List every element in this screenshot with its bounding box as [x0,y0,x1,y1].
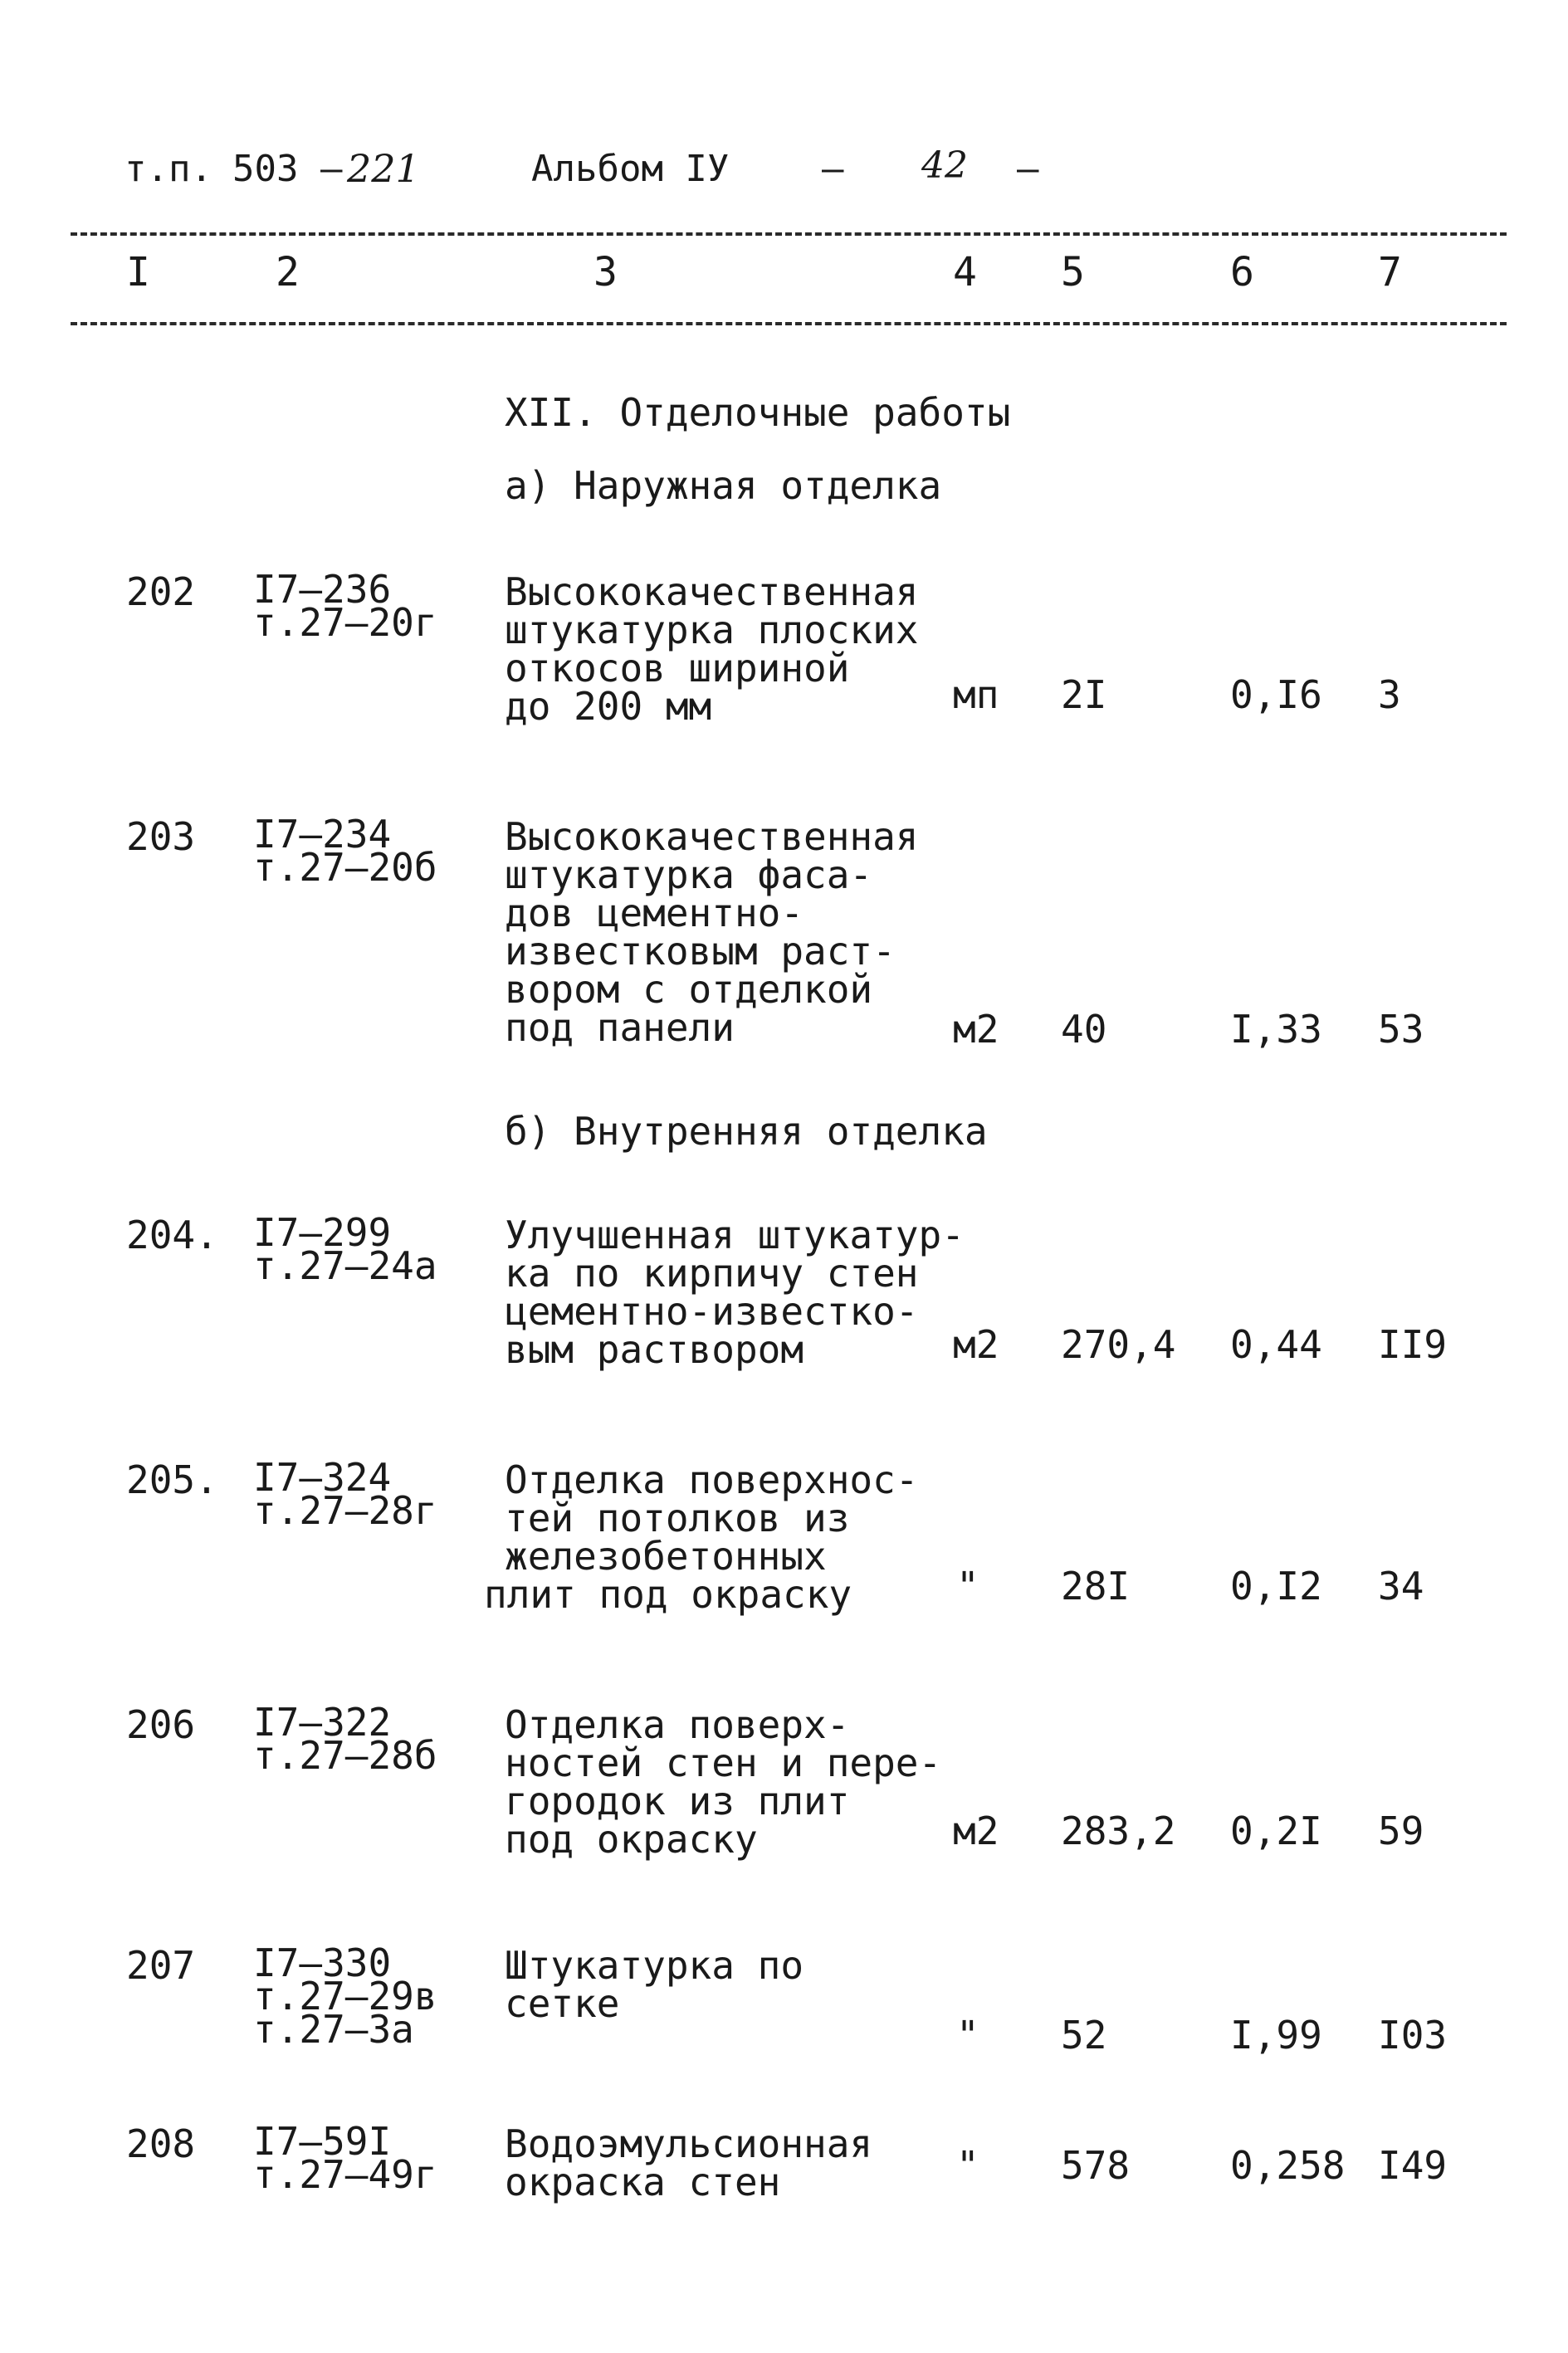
row-description [505,569,919,729]
row-codes [253,2119,437,2197]
row-description-line: под окраску [505,1817,758,1862]
row-description-line: вым раствором [505,1327,804,1372]
row-quantity: 270,4 [1061,1322,1176,1367]
row-number: 207 [126,1943,196,1988]
row-number: 202 [126,569,196,614]
row-norm: I,33 [1230,1007,1322,1052]
row-norm: I,99 [1230,2013,1322,2058]
row-codes [253,567,437,645]
row-code: I7–324 [253,1455,392,1500]
row-description-line: под панели [505,1005,735,1050]
row-description-line: Отделка поверх- [505,1702,850,1747]
row-description-line: вором с отделкой [505,967,873,1012]
header-page-number: 42 [921,144,968,187]
column-header-4: 4 [953,249,977,295]
row-number: 203 [126,814,196,859]
row-total: I03 [1378,2013,1448,2058]
row-description-line: железобетонных [505,1534,827,1579]
row-unit: м2 [953,1809,999,1853]
row-quantity: 283,2 [1061,1809,1176,1853]
row-code: I7–59I [253,2119,392,2164]
row-code: т.27–20г [253,600,437,645]
header-project-number-handwritten: 221 [347,146,420,191]
row-description [505,2121,873,2204]
row-code: т.27–24а [253,1243,437,1288]
row-description [505,1702,942,1862]
row-code: т.27–49г [253,2152,437,2197]
column-header-1: I [126,249,150,295]
row-unit: м2 [953,1007,999,1052]
subsection-outer-finishing: а) Наружная отделка [505,463,942,508]
row-codes [253,1455,437,1533]
row-description [484,1457,919,1617]
row-norm: 0,I6 [1230,672,1322,717]
header-project-number: 503 – [232,148,343,190]
row-norm: 0,258 [1230,2143,1346,2188]
row-code: I7–330 [253,1940,392,1985]
row-description [505,1943,804,2026]
row-norm: 0,44 [1230,1322,1322,1367]
row-code: т.27–28б [253,1733,437,1778]
row-description-line: Отделка поверхнос- [505,1457,919,1502]
row-description-line: ностей стен и пере- [505,1740,942,1785]
row-description-line: сетке [505,1981,620,2026]
row-code: I7–236 [253,567,392,612]
row-number: 204. [126,1213,218,1257]
row-description-line: Улучшенная штукатур- [505,1213,965,1257]
subsection-inner-finishing: б) Внутренняя отделка [505,1109,988,1154]
header-dash-left: – [822,148,844,190]
row-code: т.27–28г [253,1488,437,1533]
section-title: XII. Отделочные работы [505,390,1011,435]
row-description-line: известковым раст- [505,929,896,974]
row-description-line: городок из плит [505,1779,850,1823]
row-codes [253,1940,437,2052]
row-total: 53 [1378,1007,1424,1052]
row-number: 206 [126,1702,196,1747]
row-description-line: Высококачественная [505,814,919,859]
column-header-5: 5 [1061,249,1085,295]
row-description-line: тей потолков из [505,1496,850,1540]
row-quantity: 2I [1061,672,1107,717]
row-total: I49 [1378,2143,1448,2188]
row-quantity: 52 [1061,2013,1107,2058]
table-top-rule [71,232,1507,236]
row-unit: " [956,2143,979,2188]
row-code: I7–234 [253,812,392,857]
row-description-line: откосов шириной [505,646,850,691]
row-description [505,1213,965,1372]
row-codes [253,1700,437,1778]
row-description-line: Водоэмульсионная [505,2121,873,2166]
row-code: т.27–29в [253,1974,437,2019]
row-unit: м2 [953,1322,999,1367]
row-norm: 0,I2 [1230,1564,1322,1609]
row-codes [253,1210,437,1288]
row-total: 3 [1378,672,1401,717]
row-total: 59 [1378,1809,1424,1853]
row-quantity: 578 [1061,2143,1131,2188]
header-dash-right: – [1017,148,1039,190]
row-description-line: окраска стен [505,2160,781,2204]
row-code: т.27–3а [253,2007,414,2052]
row-description-line: цементно-известко- [505,1289,919,1334]
row-description-line: штукатурка плоских [505,608,919,652]
row-unit: " [956,2013,979,2058]
row-norm: 0,2I [1230,1809,1322,1853]
row-description-line: штукатурка фаса- [505,852,873,897]
header-album: Альбом IУ [531,148,730,190]
column-header-3: 3 [593,249,618,295]
row-description-line: Высококачественная [505,569,919,614]
row-quantity: 28I [1061,1564,1131,1609]
row-quantity: 40 [1061,1007,1107,1052]
row-code: I7–299 [253,1210,392,1255]
table-header-rule [71,322,1507,325]
row-description-line: Штукатурка по [505,1943,804,1988]
row-description-line: плит под окраску [484,1572,852,1617]
row-code: I7–322 [253,1700,392,1745]
row-unit: " [956,1564,979,1609]
row-total: II9 [1378,1322,1448,1367]
row-total: 34 [1378,1564,1424,1609]
row-description-line: ка по кирпичу стен [505,1251,919,1296]
column-header-2: 2 [276,249,300,295]
header-tp-label: т.п. [125,148,212,190]
row-unit: мп [953,672,999,717]
column-header-6: 6 [1230,249,1254,295]
row-code: т.27–20б [253,845,437,890]
row-number: 208 [126,2121,196,2166]
row-description-line: до 200 мм [505,684,712,729]
column-header-7: 7 [1378,249,1402,295]
row-codes [253,812,437,890]
row-number: 205. [126,1457,218,1502]
row-description [505,814,919,1050]
row-description-line: дов цементно- [505,891,804,935]
